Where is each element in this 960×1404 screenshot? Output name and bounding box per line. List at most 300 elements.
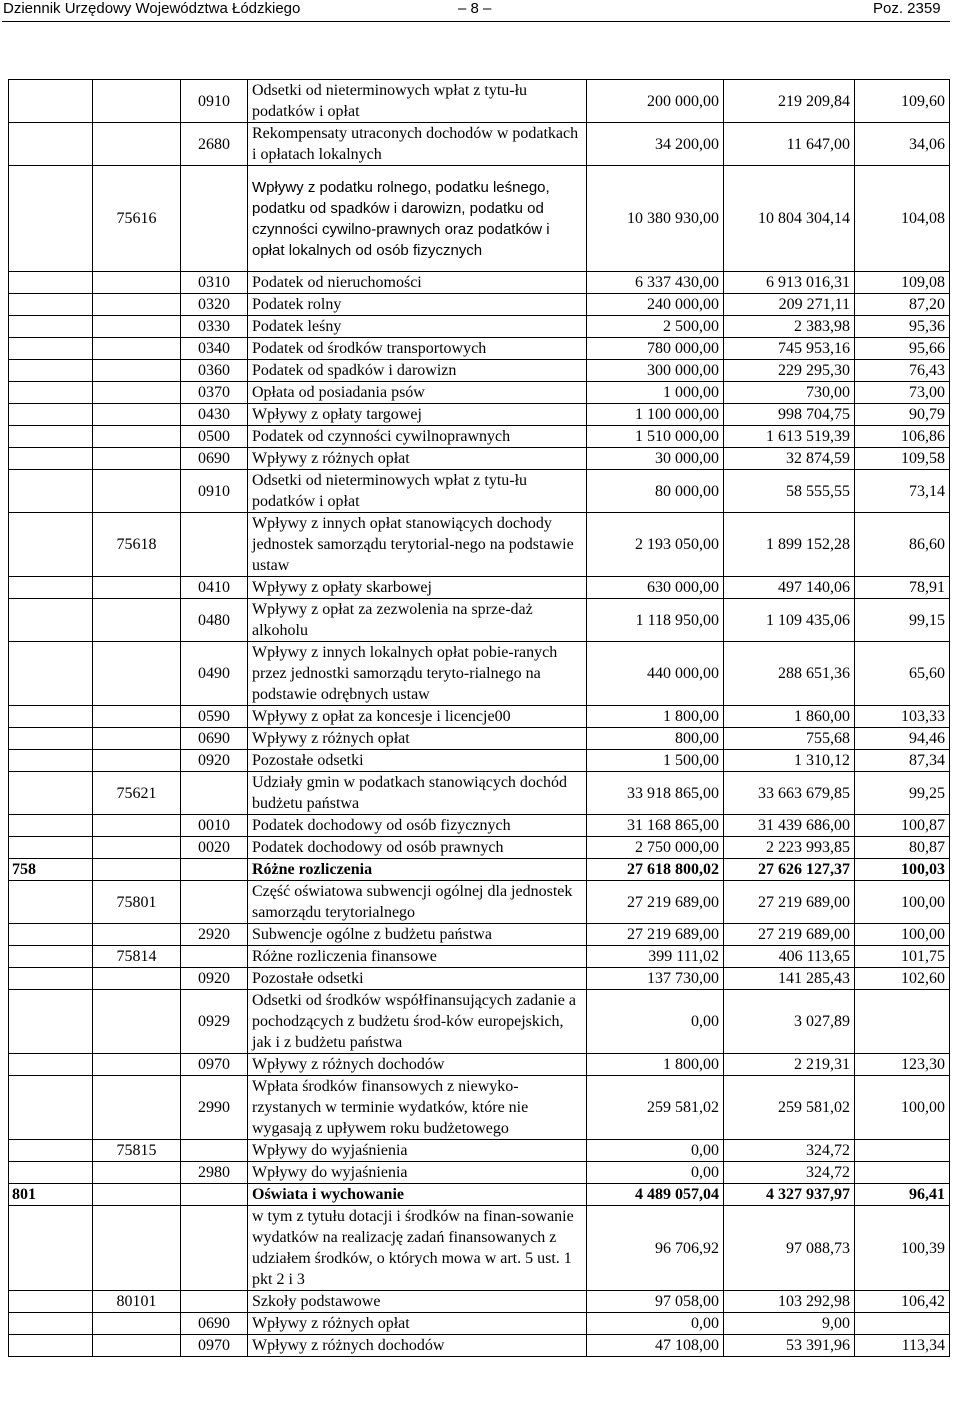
percent-cell: 100,00 <box>855 924 950 946</box>
execution-cell: 324,72 <box>724 1162 855 1184</box>
description-cell: Podatek od czynności cywilnoprawnych <box>248 426 587 448</box>
percent-cell: 113,34 <box>855 1335 950 1357</box>
journal-title: Dziennik Urzędowy Województwa Łódzkiego <box>3 0 301 17</box>
table-row <box>9 448 950 470</box>
percent-cell: 100,87 <box>855 815 950 837</box>
execution-cell: 27 626 127,37 <box>724 859 855 881</box>
rozdzial-cell <box>93 1162 181 1184</box>
table-row <box>9 728 950 750</box>
dzial-cell <box>9 881 93 924</box>
table-row <box>9 80 950 123</box>
table-row <box>9 1184 950 1206</box>
percent-cell: 109,08 <box>855 272 950 294</box>
plan-cell: 1 500,00 <box>587 750 724 772</box>
paragraph-cell <box>181 1140 248 1162</box>
description-cell: w tym z tytułu dotacji i środków na finan-sowanie wydatków na realizację zadań finansowanych z udziałem środków, o których mowa w art. 5 ust. 1 pkt 2 i 3 <box>248 1206 587 1291</box>
percent-cell: 86,60 <box>855 513 950 577</box>
paragraph-cell: 0330 <box>181 316 248 338</box>
plan-cell: 1 800,00 <box>587 1054 724 1076</box>
execution-cell: 998 704,75 <box>724 404 855 426</box>
paragraph-cell: 0340 <box>181 338 248 360</box>
table-row <box>9 382 950 404</box>
percent-cell: 90,79 <box>855 404 950 426</box>
plan-cell: 240 000,00 <box>587 294 724 316</box>
description-cell: Pozostałe odsetki <box>248 968 587 990</box>
paragraph-cell: 0910 <box>181 470 248 513</box>
description-cell: Część oświatowa subwencji ogólnej dla jednostek samorządu terytorialnego <box>248 881 587 924</box>
rozdzial-cell <box>93 316 181 338</box>
table-row <box>9 750 950 772</box>
dzial-cell <box>9 772 93 815</box>
paragraph-cell <box>181 859 248 881</box>
execution-cell: 11 647,00 <box>724 123 855 166</box>
dzial-cell <box>9 1291 93 1313</box>
dzial-cell <box>9 968 93 990</box>
description-cell: Wpływy z różnych dochodów <box>248 1054 587 1076</box>
description-cell: Wpływy z opłat za zezwolenia na sprze-daż alkoholu <box>248 599 587 642</box>
table-row <box>9 577 950 599</box>
table-row <box>9 426 950 448</box>
table-row <box>9 837 950 859</box>
rozdzial-cell <box>93 815 181 837</box>
dzial-cell <box>9 448 93 470</box>
description-cell: Odsetki od środków współfinansujących zadanie a pochodzących z budżetu środ-ków europejskich, jak i z budżetu państwa <box>248 990 587 1054</box>
budget-table-body <box>9 80 950 1357</box>
execution-cell: 1 613 519,39 <box>724 426 855 448</box>
percent-cell: 73,00 <box>855 382 950 404</box>
rozdzial-cell <box>93 80 181 123</box>
rozdzial-cell <box>93 599 181 642</box>
table-row <box>9 513 950 577</box>
execution-cell: 9,00 <box>724 1313 855 1335</box>
description-cell: Wpływy z innych lokalnych opłat pobie-ranych przez jednostki samorządu teryto-rialnego na podstawie odrębnych ustaw <box>248 642 587 706</box>
plan-cell: 1 118 950,00 <box>587 599 724 642</box>
paragraph-cell: 0410 <box>181 577 248 599</box>
paragraph-cell <box>181 513 248 577</box>
percent-cell <box>855 990 950 1054</box>
percent-cell: 103,33 <box>855 706 950 728</box>
description-cell: Udziały gmin w podatkach stanowiących dochód budżetu państwa <box>248 772 587 815</box>
execution-cell: 4 327 937,97 <box>724 1184 855 1206</box>
description-cell: Subwencje ogólne z budżetu państwa <box>248 924 587 946</box>
description-cell: Opłata od posiadania psów <box>248 382 587 404</box>
description-cell: Różne rozliczenia <box>248 859 587 881</box>
paragraph-cell: 0430 <box>181 404 248 426</box>
execution-cell: 209 271,11 <box>724 294 855 316</box>
paragraph-cell: 0500 <box>181 426 248 448</box>
description-cell: Wpływy z opłaty skarbowej <box>248 577 587 599</box>
rozdzial-cell: 75618 <box>93 513 181 577</box>
rozdzial-cell: 75621 <box>93 772 181 815</box>
dzial-cell <box>9 1054 93 1076</box>
plan-cell: 10 380 930,00 <box>587 166 724 272</box>
execution-cell: 31 439 686,00 <box>724 815 855 837</box>
execution-cell: 755,68 <box>724 728 855 750</box>
percent-cell: 109,58 <box>855 448 950 470</box>
paragraph-cell: 0690 <box>181 1313 248 1335</box>
table-row <box>9 990 950 1054</box>
table-row <box>9 1313 950 1335</box>
rozdzial-cell <box>93 382 181 404</box>
plan-cell: 27 219 689,00 <box>587 924 724 946</box>
plan-cell: 47 108,00 <box>587 1335 724 1357</box>
table-row <box>9 316 950 338</box>
rozdzial-cell <box>93 642 181 706</box>
plan-cell: 2 750 000,00 <box>587 837 724 859</box>
rozdzial-cell <box>93 577 181 599</box>
description-cell: Wpływy z innych opłat stanowiących dochody jednostek samorządu terytorial-nego na podstawie ustaw <box>248 513 587 577</box>
table-row <box>9 166 950 272</box>
paragraph-cell: 0480 <box>181 599 248 642</box>
execution-cell: 103 292,98 <box>724 1291 855 1313</box>
execution-cell: 2 219,31 <box>724 1054 855 1076</box>
execution-cell: 219 209,84 <box>724 80 855 123</box>
percent-cell: 101,75 <box>855 946 950 968</box>
percent-cell <box>855 1162 950 1184</box>
execution-cell: 1 109 435,06 <box>724 599 855 642</box>
paragraph-cell: 0970 <box>181 1335 248 1357</box>
rozdzial-cell <box>93 859 181 881</box>
execution-cell: 497 140,06 <box>724 577 855 599</box>
paragraph-cell: 0910 <box>181 80 248 123</box>
description-cell: Wpływy do wyjaśnienia <box>248 1162 587 1184</box>
paragraph-cell: 2920 <box>181 924 248 946</box>
percent-cell: 34,06 <box>855 123 950 166</box>
dzial-cell <box>9 1206 93 1291</box>
plan-cell: 0,00 <box>587 1162 724 1184</box>
execution-cell: 730,00 <box>724 382 855 404</box>
execution-cell: 1 899 152,28 <box>724 513 855 577</box>
execution-cell: 229 295,30 <box>724 360 855 382</box>
plan-cell: 6 337 430,00 <box>587 272 724 294</box>
paragraph-cell: 0310 <box>181 272 248 294</box>
plan-cell: 800,00 <box>587 728 724 750</box>
dzial-cell <box>9 1162 93 1184</box>
table-row <box>9 968 950 990</box>
dzial-cell <box>9 728 93 750</box>
paragraph-cell: 2990 <box>181 1076 248 1140</box>
plan-cell: 399 111,02 <box>587 946 724 968</box>
table-row <box>9 1140 950 1162</box>
rozdzial-cell <box>93 1206 181 1291</box>
percent-cell: 106,42 <box>855 1291 950 1313</box>
plan-cell: 0,00 <box>587 1313 724 1335</box>
paragraph-cell: 0490 <box>181 642 248 706</box>
execution-cell: 288 651,36 <box>724 642 855 706</box>
dzial-cell <box>9 123 93 166</box>
dzial-cell: 758 <box>9 859 93 881</box>
rozdzial-cell <box>93 750 181 772</box>
description-cell: Wpłata środków finansowych z niewyko-rzystanych w terminie wydatków, które nie wygasają z upływem roku budżetowego <box>248 1076 587 1140</box>
plan-cell: 2 193 050,00 <box>587 513 724 577</box>
dzial-cell <box>9 577 93 599</box>
dzial-cell <box>9 404 93 426</box>
plan-cell: 27 219 689,00 <box>587 881 724 924</box>
rozdzial-cell <box>93 968 181 990</box>
plan-cell: 200 000,00 <box>587 80 724 123</box>
rozdzial-cell <box>93 294 181 316</box>
description-cell: Wpływy z różnych opłat <box>248 448 587 470</box>
rozdzial-cell: 80101 <box>93 1291 181 1313</box>
dzial-cell <box>9 642 93 706</box>
dzial-cell <box>9 513 93 577</box>
percent-cell: 96,41 <box>855 1184 950 1206</box>
description-cell: Oświata i wychowanie <box>248 1184 587 1206</box>
percent-cell: 95,66 <box>855 338 950 360</box>
table-row <box>9 470 950 513</box>
dzial-cell <box>9 166 93 272</box>
execution-cell: 1 310,12 <box>724 750 855 772</box>
execution-cell: 745 953,16 <box>724 338 855 360</box>
table-row <box>9 1076 950 1140</box>
execution-cell: 32 874,59 <box>724 448 855 470</box>
rozdzial-cell <box>93 426 181 448</box>
plan-cell: 34 200,00 <box>587 123 724 166</box>
dzial-cell <box>9 1313 93 1335</box>
percent-cell: 95,36 <box>855 316 950 338</box>
execution-cell: 33 663 679,85 <box>724 772 855 815</box>
percent-cell: 99,15 <box>855 599 950 642</box>
plan-cell: 1 510 000,00 <box>587 426 724 448</box>
percent-cell: 65,60 <box>855 642 950 706</box>
dzial-cell <box>9 294 93 316</box>
execution-cell: 1 860,00 <box>724 706 855 728</box>
percent-cell: 106,86 <box>855 426 950 448</box>
percent-cell: 76,43 <box>855 360 950 382</box>
rozdzial-cell: 75801 <box>93 881 181 924</box>
dzial-cell <box>9 360 93 382</box>
description-cell: Wpływy z różnych opłat <box>248 728 587 750</box>
paragraph-cell: 0320 <box>181 294 248 316</box>
paragraph-cell <box>181 881 248 924</box>
paragraph-cell: 0970 <box>181 1054 248 1076</box>
plan-cell: 4 489 057,04 <box>587 1184 724 1206</box>
percent-cell: 104,08 <box>855 166 950 272</box>
description-cell: Wpływy z opłat za koncesje i licencje00 <box>248 706 587 728</box>
description-cell: Podatek dochodowy od osób fizycznych <box>248 815 587 837</box>
table-row <box>9 706 950 728</box>
paragraph-cell <box>181 946 248 968</box>
percent-cell: 94,46 <box>855 728 950 750</box>
percent-cell: 123,30 <box>855 1054 950 1076</box>
paragraph-cell: 0010 <box>181 815 248 837</box>
page-header <box>0 0 960 26</box>
rozdzial-cell <box>93 470 181 513</box>
paragraph-cell <box>181 772 248 815</box>
dzial-cell <box>9 750 93 772</box>
paragraph-cell: 2980 <box>181 1162 248 1184</box>
plan-cell: 259 581,02 <box>587 1076 724 1140</box>
description-cell: Odsetki od nieterminowych wpłat z tytu-łu podatków i opłat <box>248 470 587 513</box>
dzial-cell <box>9 316 93 338</box>
description-cell: Wpływy z opłaty targowej <box>248 404 587 426</box>
rozdzial-cell <box>93 1335 181 1357</box>
dzial-cell <box>9 1335 93 1357</box>
plan-cell: 33 918 865,00 <box>587 772 724 815</box>
execution-cell: 3 027,89 <box>724 990 855 1054</box>
plan-cell: 1 000,00 <box>587 382 724 404</box>
plan-cell: 780 000,00 <box>587 338 724 360</box>
dzial-cell <box>9 1140 93 1162</box>
dzial-cell <box>9 599 93 642</box>
rozdzial-cell <box>93 123 181 166</box>
dzial-cell <box>9 382 93 404</box>
description-cell: Wpływy do wyjaśnienia <box>248 1140 587 1162</box>
paragraph-cell: 0590 <box>181 706 248 728</box>
paragraph-cell: 0690 <box>181 728 248 750</box>
rozdzial-cell <box>93 1054 181 1076</box>
execution-cell: 2 383,98 <box>724 316 855 338</box>
paragraph-cell: 2680 <box>181 123 248 166</box>
plan-cell: 0,00 <box>587 990 724 1054</box>
rozdzial-cell <box>93 404 181 426</box>
table-row <box>9 272 950 294</box>
dzial-cell <box>9 815 93 837</box>
rozdzial-cell: 75616 <box>93 166 181 272</box>
page-number: – 8 – <box>458 0 492 17</box>
execution-cell: 27 219 689,00 <box>724 881 855 924</box>
table-row <box>9 881 950 924</box>
rozdzial-cell <box>93 990 181 1054</box>
plan-cell: 1 800,00 <box>587 706 724 728</box>
execution-cell: 2 223 993,85 <box>724 837 855 859</box>
dzial-cell <box>9 990 93 1054</box>
plan-cell: 630 000,00 <box>587 577 724 599</box>
execution-cell: 141 285,43 <box>724 968 855 990</box>
table-row <box>9 1162 950 1184</box>
paragraph-cell <box>181 1206 248 1291</box>
paragraph-cell: 0920 <box>181 968 248 990</box>
description-cell: Podatek leśny <box>248 316 587 338</box>
plan-cell: 2 500,00 <box>587 316 724 338</box>
rozdzial-cell <box>93 338 181 360</box>
execution-cell: 58 555,55 <box>724 470 855 513</box>
dzial-cell <box>9 924 93 946</box>
paragraph-cell: 0020 <box>181 837 248 859</box>
description-cell: Szkoły podstawowe <box>248 1291 587 1313</box>
percent-cell: 109,60 <box>855 80 950 123</box>
description-cell: Wpływy z różnych opłat <box>248 1313 587 1335</box>
description-cell: Różne rozliczenia finansowe <box>248 946 587 968</box>
percent-cell: 73,14 <box>855 470 950 513</box>
description-cell: Podatek dochodowy od osób prawnych <box>248 837 587 859</box>
execution-cell: 10 804 304,14 <box>724 166 855 272</box>
paragraph-cell: 0929 <box>181 990 248 1054</box>
plan-cell: 300 000,00 <box>587 360 724 382</box>
plan-cell: 80 000,00 <box>587 470 724 513</box>
percent-cell: 80,87 <box>855 837 950 859</box>
rozdzial-cell <box>93 448 181 470</box>
percent-cell: 100,00 <box>855 881 950 924</box>
table-row <box>9 1291 950 1313</box>
plan-cell: 1 100 000,00 <box>587 404 724 426</box>
dzial-cell <box>9 338 93 360</box>
table-row <box>9 815 950 837</box>
plan-cell: 97 058,00 <box>587 1291 724 1313</box>
percent-cell: 102,60 <box>855 968 950 990</box>
paragraph-cell: 0360 <box>181 360 248 382</box>
percent-cell: 100,00 <box>855 1076 950 1140</box>
percent-cell: 99,25 <box>855 772 950 815</box>
rozdzial-cell <box>93 924 181 946</box>
paragraph-cell: 0690 <box>181 448 248 470</box>
dzial-cell <box>9 946 93 968</box>
rozdzial-cell <box>93 1313 181 1335</box>
percent-cell: 100,39 <box>855 1206 950 1291</box>
budget-table <box>8 79 950 1357</box>
percent-cell <box>855 1140 950 1162</box>
percent-cell: 87,34 <box>855 750 950 772</box>
paragraph-cell <box>181 166 248 272</box>
plan-cell: 440 000,00 <box>587 642 724 706</box>
table-row <box>9 642 950 706</box>
description-cell: Podatek rolny <box>248 294 587 316</box>
execution-cell: 27 219 689,00 <box>724 924 855 946</box>
table-row <box>9 1206 950 1291</box>
execution-cell: 97 088,73 <box>724 1206 855 1291</box>
description-cell: Rekompensaty utraconych dochodów w podatkach i opłatach lokalnych <box>248 123 587 166</box>
percent-cell <box>855 1313 950 1335</box>
rozdzial-cell <box>93 706 181 728</box>
table-row <box>9 404 950 426</box>
rozdzial-cell <box>93 837 181 859</box>
rozdzial-cell: 75815 <box>93 1140 181 1162</box>
plan-cell: 31 168 865,00 <box>587 815 724 837</box>
plan-cell: 0,00 <box>587 1140 724 1162</box>
rozdzial-cell <box>93 272 181 294</box>
paragraph-cell <box>181 1291 248 1313</box>
execution-cell: 259 581,02 <box>724 1076 855 1140</box>
table-row <box>9 946 950 968</box>
plan-cell: 137 730,00 <box>587 968 724 990</box>
table-row <box>9 1054 950 1076</box>
rozdzial-cell <box>93 728 181 750</box>
table-row <box>9 123 950 166</box>
dzial-cell <box>9 426 93 448</box>
paragraph-cell: 0370 <box>181 382 248 404</box>
position-number: Poz. 2359 <box>873 0 941 17</box>
rozdzial-cell <box>93 360 181 382</box>
plan-cell: 30 000,00 <box>587 448 724 470</box>
dzial-cell <box>9 272 93 294</box>
rozdzial-cell: 75814 <box>93 946 181 968</box>
dzial-cell <box>9 470 93 513</box>
description-cell: Wpływy z podatku rolnego, podatku leśnego, podatku od spadków i darowizn, podatku od czynności cywilno-prawnych oraz podatków i opłat lokalnych od osób fizycznych <box>248 166 587 272</box>
percent-cell: 78,91 <box>855 577 950 599</box>
dzial-cell <box>9 1076 93 1140</box>
execution-cell: 406 113,65 <box>724 946 855 968</box>
table-row <box>9 338 950 360</box>
dzial-cell: 801 <box>9 1184 93 1206</box>
table-row <box>9 360 950 382</box>
description-cell: Podatek od nieruchomości <box>248 272 587 294</box>
execution-cell: 324,72 <box>724 1140 855 1162</box>
table-row <box>9 859 950 881</box>
description-cell: Podatek od spadków i darowizn <box>248 360 587 382</box>
execution-cell: 53 391,96 <box>724 1335 855 1357</box>
dzial-cell <box>9 837 93 859</box>
header-rule <box>2 21 950 22</box>
description-cell: Wpływy z różnych dochodów <box>248 1335 587 1357</box>
percent-cell: 100,03 <box>855 859 950 881</box>
table-row <box>9 599 950 642</box>
paragraph-cell <box>181 1184 248 1206</box>
dzial-cell <box>9 80 93 123</box>
table-row <box>9 772 950 815</box>
rozdzial-cell <box>93 1184 181 1206</box>
description-cell: Pozostałe odsetki <box>248 750 587 772</box>
plan-cell: 27 618 800,02 <box>587 859 724 881</box>
